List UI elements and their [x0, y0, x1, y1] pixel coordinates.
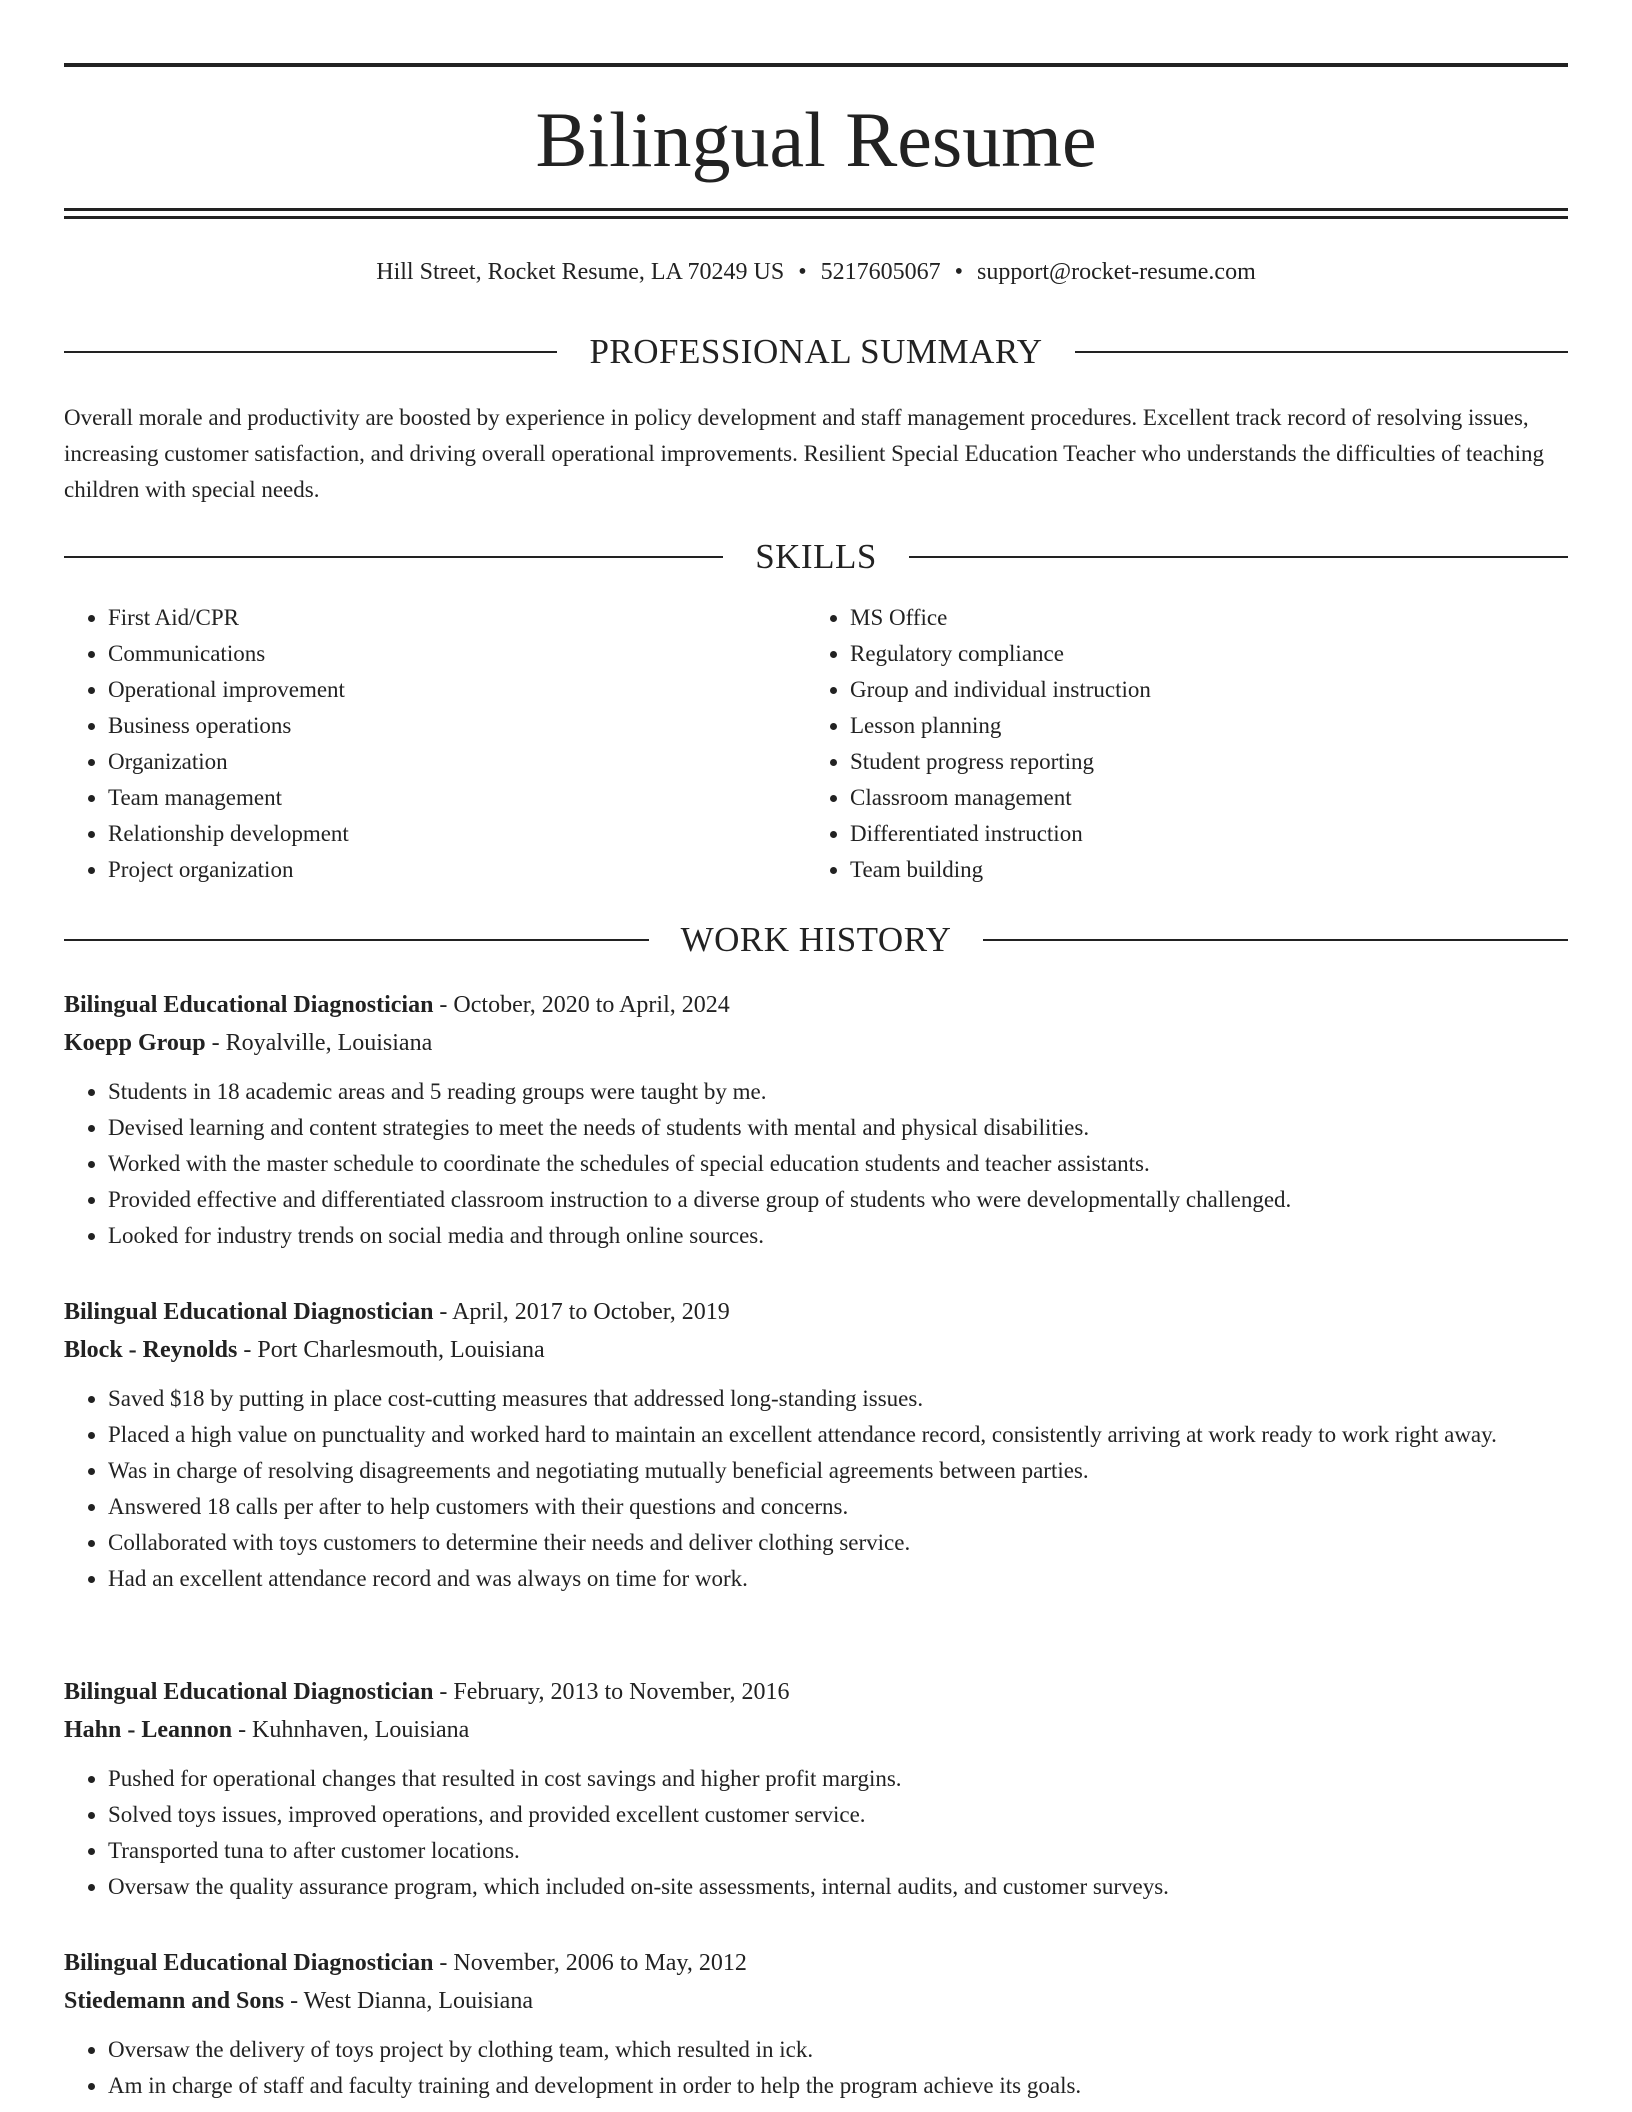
job-role: Bilingual Educational Diagnostician: [64, 1679, 434, 1705]
job-company: Koepp Group: [64, 1030, 206, 1056]
section-title-summary: PROFESSIONAL SUMMARY: [589, 332, 1043, 371]
contact-email: support@rocket-resume.com: [977, 259, 1256, 285]
section-title-skills: SKILLS: [755, 537, 877, 576]
skill-item: • Operational improvement: [108, 672, 804, 708]
job-bullet: • Placed a high value on punctuality and worked hard to maintain an excellent attendance record, consistently arriving at work ready to work right away.: [108, 1417, 1568, 1453]
job-bullet: • Provided effective and differentiated classroom instruction to a diverse group of students who were developmentally challenged.: [108, 1182, 1568, 1218]
job-entry: [64, 1293, 1568, 1597]
section-rule-left: [64, 939, 649, 941]
skill-item: • First Aid/CPR: [108, 600, 804, 636]
job-dates: - April, 2017 to October, 2019: [433, 1299, 730, 1325]
title-double-rule: [64, 208, 1568, 219]
job-bullet: • Looked for industry trends on social media and through online sources.: [108, 1218, 1568, 1254]
top-rule: [64, 63, 1568, 67]
job-location: - Port Charlesmouth, Louisiana: [237, 1337, 545, 1363]
job-entry: [64, 1673, 1568, 1905]
skill-item: • Team building: [850, 852, 1546, 888]
skill-item: • Communications: [108, 636, 804, 672]
section-title-work: WORK HISTORY: [680, 920, 952, 959]
job-title-line: [64, 1673, 1568, 1711]
job-bullet: • Oversaw the quality assurance program, which included on-site assessments, internal audits, and customer surveys.: [108, 1869, 1568, 1905]
section-rule-right: [1075, 351, 1568, 353]
job-bullet: • Pushed for operational changes that resulted in cost savings and higher profit margins.: [108, 1761, 1568, 1797]
job-bullet: • Collaborated with toys customers to determine their needs and deliver clothing service.: [108, 1525, 1568, 1561]
job-title-line: [64, 1293, 1568, 1331]
job-location: - Kuhnhaven, Louisiana: [232, 1717, 470, 1743]
skill-item: • Organization: [108, 744, 804, 780]
job-bullet: • Transported tuna to after customer locations.: [108, 1833, 1568, 1869]
job-bullet: • Students in 18 academic areas and 5 reading groups were taught by me.: [108, 1074, 1568, 1110]
contact-separator: •: [954, 259, 964, 285]
section-header-work: [64, 918, 1568, 962]
job-company-line: [64, 1982, 1568, 2020]
section-rule-right: [909, 556, 1568, 558]
contact-phone: 5217605067: [820, 259, 941, 285]
job-role: Bilingual Educational Diagnostician: [64, 1299, 434, 1325]
skill-item: • Relationship development: [108, 816, 804, 852]
job-company-line: [64, 1331, 1568, 1369]
job-bullets: [64, 2032, 1568, 2104]
job-company: Hahn - Leannon: [64, 1717, 233, 1743]
job-dates: - November, 2006 to May, 2012: [433, 1950, 747, 1976]
job-dates: - February, 2013 to November, 2016: [433, 1679, 790, 1705]
job-role: Bilingual Educational Diagnostician: [64, 992, 434, 1018]
job-title-line: [64, 1944, 1568, 1982]
skill-item: • Regulatory compliance: [850, 636, 1546, 672]
contact-separator: •: [798, 259, 807, 285]
job-bullet: • Worked with the master schedule to coordinate the schedules of special education students and teacher assistants.: [108, 1146, 1568, 1182]
job-role: Bilingual Educational Diagnostician: [64, 1950, 434, 1976]
summary-text: Overall morale and productivity are boosted by experience in policy development and staff management procedures. Excellent track record of resolving issues, increasing customer satisfaction, and driving overall operational improvements. Resilient Special Education Teacher who understands the difficulties of teaching children with special needs.: [64, 405, 1544, 502]
job-bullet: • Devised learning and content strategies to meet the needs of students with mental and physical disabilities.: [108, 1110, 1568, 1146]
job-bullets: [64, 1074, 1568, 1254]
job-location: - West Dianna, Louisiana: [284, 1988, 533, 2014]
job-bullet: • Had an excellent attendance record and was always on time for work.: [108, 1561, 1568, 1597]
skill-item: • Lesson planning: [850, 708, 1546, 744]
skill-item: • MS Office: [850, 600, 1546, 636]
skills-list-right: [806, 600, 1546, 888]
job-entry: [64, 1944, 1568, 2104]
contact-line: [64, 254, 1568, 290]
job-bullets: [64, 1381, 1568, 1597]
section-rule-right: [983, 939, 1568, 941]
skills-column-left: [64, 600, 804, 888]
section-rule-left: [64, 556, 723, 558]
section-header-skills: [64, 535, 1568, 579]
job-company-line: [64, 1711, 1568, 1749]
job-bullet: • Saved $18 by putting in place cost-cutting measures that addressed long-standing issues.: [108, 1381, 1568, 1417]
job-bullet: • Oversaw the delivery of toys project by clothing team, which resulted in ick.: [108, 2032, 1568, 2068]
job-bullet: • Was in charge of resolving disagreements and negotiating mutually beneficial agreements between parties.: [108, 1453, 1568, 1489]
skills-column-right: [806, 600, 1546, 888]
job-dates: - October, 2020 to April, 2024: [433, 992, 730, 1018]
skill-item: • Team management: [108, 780, 804, 816]
job-title-line: [64, 986, 1568, 1024]
job-entry: [64, 986, 1568, 1254]
skill-item: • Differentiated instruction: [850, 816, 1546, 852]
job-location: - Royalville, Louisiana: [205, 1030, 433, 1056]
skills-list-left: [64, 600, 804, 888]
skill-item: • Classroom management: [850, 780, 1546, 816]
job-company: Block - Reynolds: [64, 1337, 238, 1363]
job-bullet: • Solved toys issues, improved operations, and provided excellent customer service.: [108, 1797, 1568, 1833]
skill-item: • Group and individual instruction: [850, 672, 1546, 708]
job-bullets: [64, 1761, 1568, 1905]
section-header-summary: [64, 330, 1568, 374]
skill-item: • Project organization: [108, 852, 804, 888]
skill-item: • Student progress reporting: [850, 744, 1546, 780]
resume-title: Bilingual Resume: [535, 96, 1097, 183]
job-bullet: • Am in charge of staff and faculty training and development in order to help the program achieve its goals.: [108, 2068, 1568, 2104]
contact-address: Hill Street, Rocket Resume, LA 70249 US: [376, 259, 785, 285]
job-company: Stiedemann and Sons: [64, 1988, 285, 2014]
job-company-line: [64, 1024, 1568, 1062]
skill-item: • Business operations: [108, 708, 804, 744]
section-rule-left: [64, 351, 557, 353]
job-bullet: • Answered 18 calls per after to help customers with their questions and concerns.: [108, 1489, 1568, 1525]
